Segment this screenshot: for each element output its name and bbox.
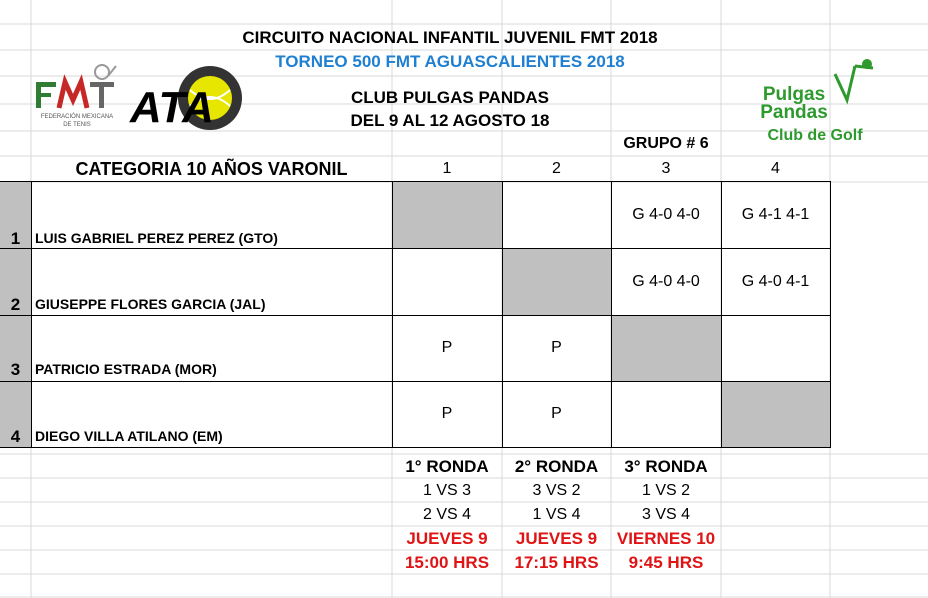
round-match: 1 VS 2 (641, 482, 691, 499)
diagonal-cell-3 (611, 315, 721, 381)
result-cell: P (551, 339, 562, 356)
pulgas-logo-line-2: Pandas (760, 102, 828, 123)
round-match: 1 VS 4 (532, 506, 581, 523)
fmt-logo-mark (32, 60, 122, 140)
ata-logo (128, 60, 248, 144)
round-title: 2° RONDA (514, 457, 599, 476)
tournament-dates: DEL 9 AL 12 AGOSTO 18 (350, 111, 550, 130)
round-match: 1 VS 3 (422, 482, 472, 499)
round-time: 17:15 HRS (514, 553, 599, 572)
pulgas-logo-line-3: Club de Golf (767, 127, 863, 144)
round-title: 3° RONDA (624, 457, 708, 476)
club-name: CLUB PULGAS PANDAS (350, 88, 550, 107)
ata-logo-mark (128, 60, 248, 144)
diagonal-cell-1 (392, 182, 502, 248)
fmt-logo-text-2: DE TENIS (63, 122, 91, 128)
round-time: 9:45 HRS (628, 553, 704, 572)
pulgas-pandas-logo (755, 58, 895, 148)
group-label: GRUPO # 6 (623, 135, 709, 152)
player-name: DIEGO VILLA ATILANO (EM) (35, 428, 223, 444)
column-header-2: 2 (552, 160, 561, 177)
round-match: 2 VS 4 (422, 506, 472, 523)
tournament-subtitle: TORNEO 500 FMT AGUASCALIENTES 2018 (275, 52, 625, 71)
round-time: 15:00 HRS (404, 553, 490, 572)
result-cell: G 4-0 4-0 (632, 273, 700, 290)
column-header-4: 4 (771, 160, 780, 177)
fmt-logo (32, 60, 122, 140)
diagonal-cell-4 (721, 381, 830, 447)
category-label: CATEGORIA 10 AÑOS VARONIL (75, 159, 348, 179)
svg-text:ATA: ATA (130, 83, 214, 132)
round-day: VIERNES 10 (616, 529, 716, 548)
player-number: 2 (10, 295, 21, 314)
round-match: 3 VS 2 (532, 482, 581, 499)
player-number: 1 (10, 229, 21, 248)
result-cell: P (441, 405, 453, 422)
diagonal-cell-2 (502, 248, 611, 315)
fmt-logo-text-1: FEDERACIÓN MEXICANA (40, 114, 114, 120)
result-cell: P (551, 405, 562, 422)
player-name: GIUSEPPE FLORES GARCIA (JAL) (35, 296, 266, 312)
result-cell: G 4-0 4-0 (632, 206, 700, 223)
result-cell: G 4-0 4-1 (741, 273, 810, 290)
page-title: CIRCUITO NACIONAL INFANTIL JUVENIL FMT 2018 (242, 28, 658, 47)
player-name: PATRICIO ESTRADA (MOR) (35, 361, 217, 377)
result-cell: P (441, 339, 453, 356)
result-cell: G 4-1 4-1 (741, 206, 810, 223)
round-day: JUEVES 9 (515, 529, 598, 548)
round-match: 3 VS 4 (641, 506, 691, 523)
player-name: LUIS GABRIEL PEREZ PEREZ (GTO) (35, 230, 278, 246)
round-day: JUEVES 9 (406, 529, 488, 548)
pulgas-logo-line-1: Pulgas (762, 84, 826, 105)
player-number: 4 (10, 427, 21, 446)
player-number: 3 (10, 360, 21, 379)
column-header-1: 1 (442, 160, 452, 177)
round-title: 1° RONDA (405, 457, 489, 476)
column-header-3: 3 (661, 160, 671, 177)
